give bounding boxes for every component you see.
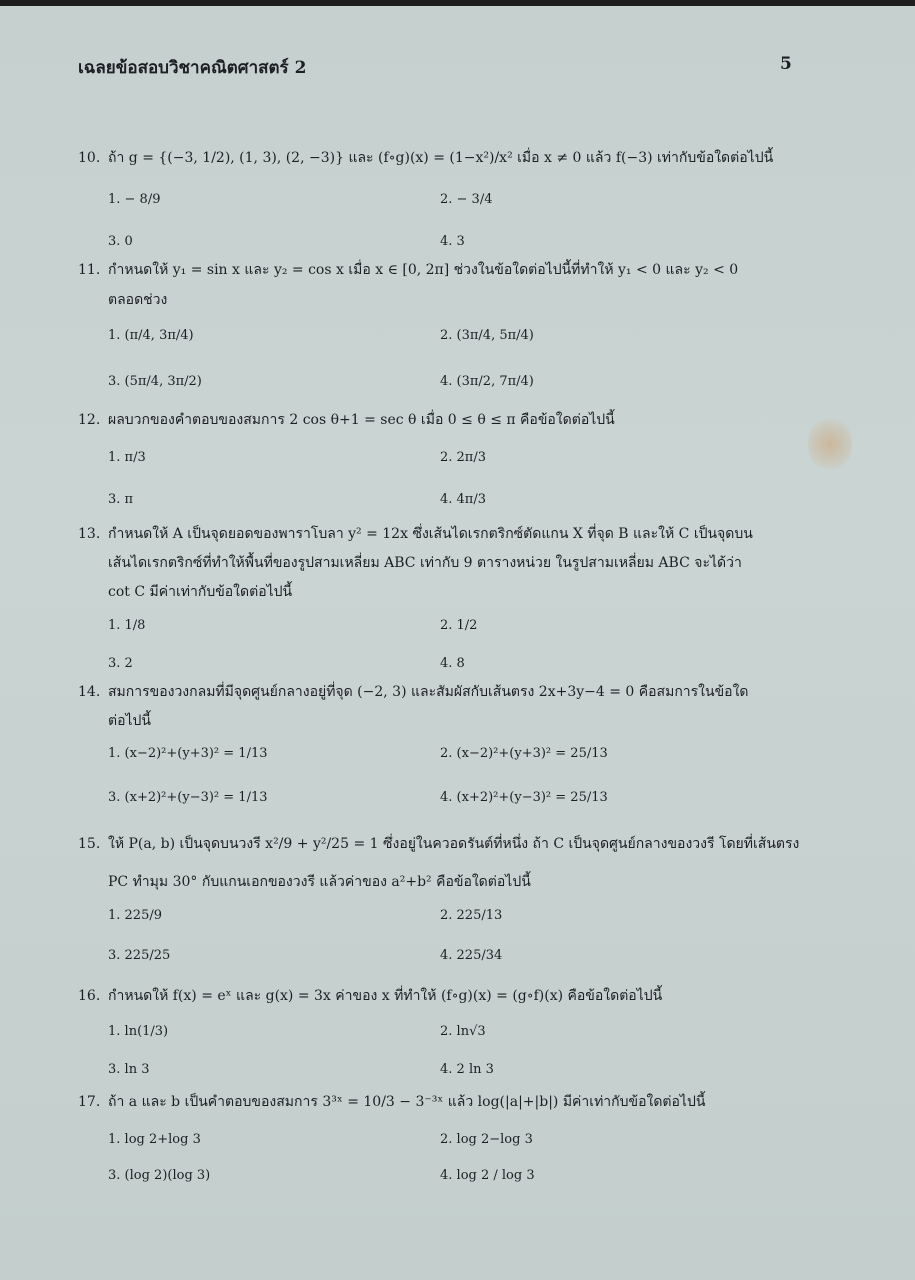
question-text-line: PC ทำมุม 30° กับแกนเอกของวงรี แล้วค่าของ a²+b² คือข้อใดต่อไปนี้ [108, 874, 531, 890]
choice: 1. (x−2)²+(y+3)² = 1/13 [108, 746, 268, 761]
choice: 4. 225/34 [440, 948, 503, 963]
choice: 4. 8 [440, 656, 465, 671]
question-11 [78, 256, 738, 284]
page-number: 5 [780, 54, 792, 74]
question-text: ให้ P(a, b) เป็นจุดบนวงรี x²/9 + y²/25 = 1 ซึ่งอยู่ในควอดรันต์ที่หนึ่ง ถ้า C เป็นจุดศูนย์กลางของวงรี โดยที่เส้นตรง [108, 836, 800, 852]
choice: 4. (x+2)²+(y−3)² = 25/13 [440, 790, 608, 805]
question-number: 15. [78, 836, 101, 852]
choice: 1. 1/8 [108, 618, 146, 633]
choice: 3. (x+2)²+(y−3)² = 1/13 [108, 790, 268, 805]
choice: 3. (log 2)(log 3) [108, 1168, 211, 1183]
choice: 2. (x−2)²+(y+3)² = 25/13 [440, 746, 608, 761]
question-text: กำหนดให้ f(x) = eˣ และ g(x) = 3x ค่าของ x ที่ทำให้ (f∘g)(x) = (g∘f)(x) คือข้อใดต่อไปนี้ [108, 988, 663, 1004]
question-text-line: ตลอดช่วง [108, 292, 168, 308]
choice: 2. − 3/4 [440, 192, 493, 207]
choice: 4. log 2 / log 3 [440, 1168, 535, 1183]
choice: 1. (π/4, 3π/4) [108, 328, 194, 343]
choice: 2. 225/13 [440, 908, 503, 923]
question-number: 13. [78, 526, 101, 542]
page-header-title: เฉลยข้อสอบวิชาคณิตศาสตร์ 2 [78, 58, 307, 78]
choice: 3. (5π/4, 3π/2) [108, 374, 202, 389]
question-14 [78, 678, 749, 706]
question-text-line: ต่อไปนี้ [108, 713, 151, 729]
question-text: ถ้า a และ b เป็นคำตอบของสมการ 3³ˣ = 10/3 − 3⁻³ˣ แล้ว log(|a|+|b|) มีค่าเท่ากับข้อใดต่อไปนี้ [108, 1094, 706, 1110]
choice: 1. − 8/9 [108, 192, 161, 207]
choice: 4. (3π/2, 7π/4) [440, 374, 534, 389]
question-text: กำหนดให้ A เป็นจุดยอดของพาราโบลา y² = 12x ซึ่งเส้นไดเรกตริกซ์ตัดแกน X ที่จุด B และให้ C เป็นจุดบน [108, 526, 753, 542]
choice: 4. 3 [440, 234, 465, 249]
question-10 [78, 144, 773, 172]
choice: 1. π/3 [108, 450, 146, 465]
document-page [0, 6, 915, 1280]
question-number: 11. [78, 262, 101, 278]
choice: 3. π [108, 492, 134, 507]
choice: 2. log 2−log 3 [440, 1132, 533, 1147]
question-number: 12. [78, 412, 101, 428]
question-17 [78, 1088, 705, 1116]
choice: 1. ln(1/3) [108, 1024, 169, 1039]
question-12 [78, 406, 615, 434]
choice: 4. 4π/3 [440, 492, 487, 507]
stain-mark [808, 416, 852, 472]
question-text: ผลบวกของคำตอบของสมการ 2 cos θ+1 = sec θ เมื่อ 0 ≤ θ ≤ π คือข้อใดต่อไปนี้ [108, 412, 615, 428]
choice: 3. 2 [108, 656, 133, 671]
question-text: กำหนดให้ y₁ = sin x และ y₂ = cos x เมื่อ x ∈ [0, 2π] ช่วงในข้อใดต่อไปนี้ที่ทำให้ y₁ < 0 และ y₂ < 0 [108, 262, 739, 278]
question-text-line: เส้นไดเรกตริกซ์ที่ทำให้พื้นที่ของรูปสามเหลี่ยม ABC เท่ากับ 9 ตารางหน่วย ในรูปสามเหลี่ยม ABC จะได้ว่า [108, 555, 742, 571]
choice: 2. 1/2 [440, 618, 478, 633]
question-text: ถ้า g = {(−3, 1/2), (1, 3), (2, −3)} และ (f∘g)(x) = (1−x²)/x² เมื่อ x ≠ 0 แล้ว f(−3) เท่ากับข้อใดต่อไปนี้ [108, 150, 774, 166]
question-number: 17. [78, 1094, 101, 1110]
choice: 4. 2 ln 3 [440, 1062, 494, 1077]
choice: 3. ln 3 [108, 1062, 150, 1077]
question-13 [78, 520, 753, 548]
question-text-line: cot C มีค่าเท่ากับข้อใดต่อไปนี้ [108, 584, 293, 600]
question-16 [78, 982, 662, 1010]
question-number: 14. [78, 684, 101, 700]
choice: 2. 2π/3 [440, 450, 487, 465]
question-number: 10. [78, 150, 101, 166]
question-number: 16. [78, 988, 101, 1004]
choice: 1. 225/9 [108, 908, 162, 923]
choice: 1. log 2+log 3 [108, 1132, 201, 1147]
choice: 3. 0 [108, 234, 133, 249]
question-text: สมการของวงกลมที่มีจุดศูนย์กลางอยู่ที่จุด (−2, 3) และสัมผัสกับเส้นตรง 2x+3y−4 = 0 คือสมการในข้อใด [108, 684, 749, 700]
choice: 2. ln√3 [440, 1024, 486, 1039]
choice: 3. 225/25 [108, 948, 171, 963]
question-15 [78, 830, 799, 858]
choice: 2. (3π/4, 5π/4) [440, 328, 534, 343]
